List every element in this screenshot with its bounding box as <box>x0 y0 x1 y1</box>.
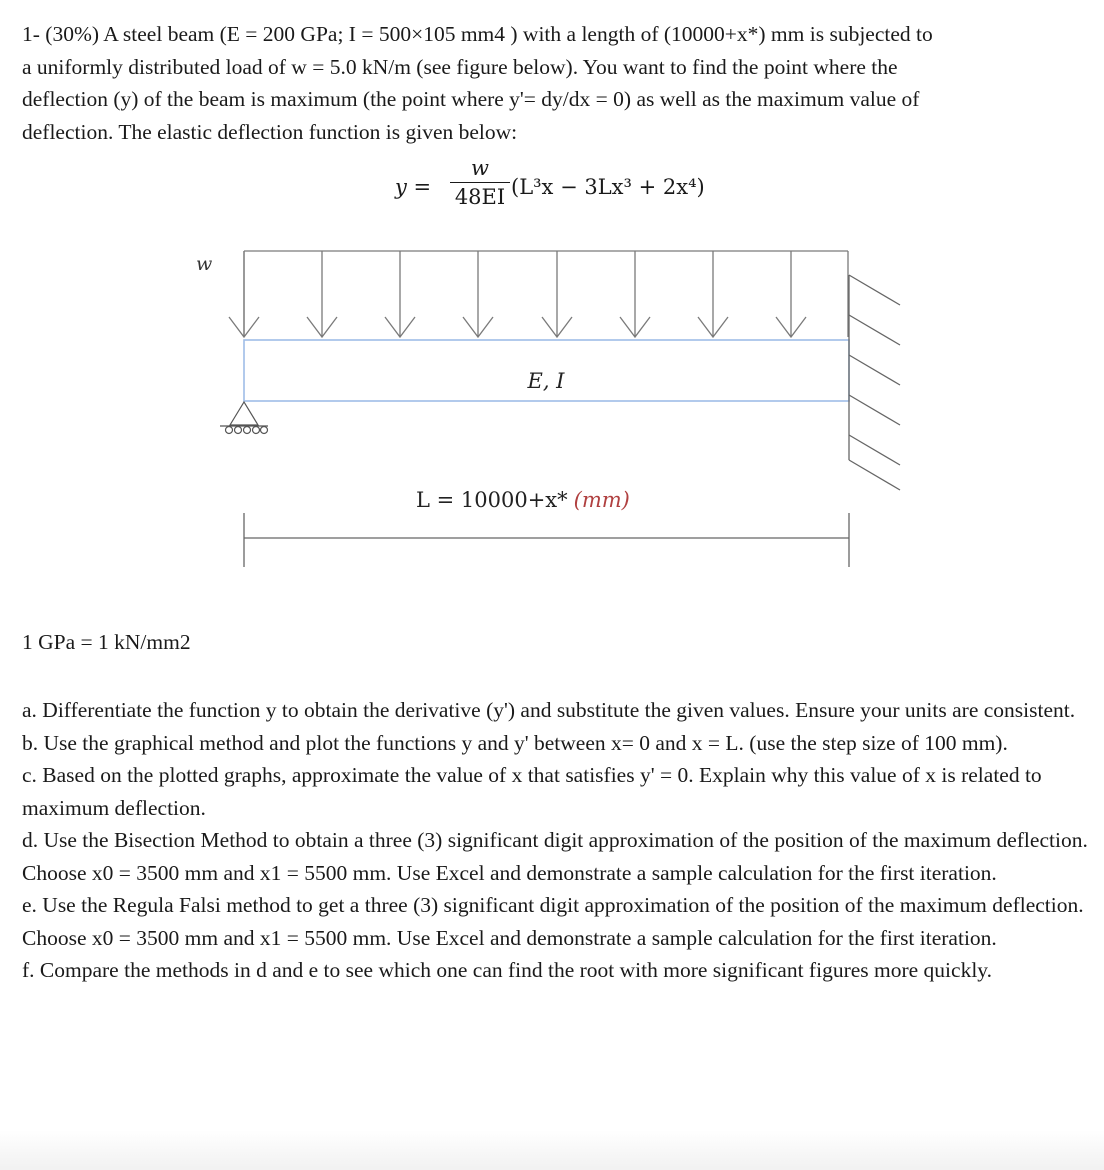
distributed-load <box>244 251 848 337</box>
formula-denominator: 48EI <box>454 185 506 209</box>
problem-line-1: 1- (30%) A steel beam (E = 200 GPa; I = 500×105 mm4 ) with a length of (10000+x*) mm is subjected to <box>22 22 933 46</box>
length-label-text: L = 10000+x* <box>416 488 568 512</box>
length-label <box>416 488 630 512</box>
question-f: f. Compare the methods in d and e to see which one can find the root with more significant figures more quickly. <box>22 958 993 982</box>
problem-line-4: deflection. The elastic deflection function is given below: <box>22 119 518 144</box>
question-list <box>22 694 1092 987</box>
question-b: b. Use the graphical method and plot the functions y and y' between x= 0 and x = L. (use the step size of 100 mm). <box>22 730 1008 755</box>
problem-line-3: deflection (y) of the beam is maximum (the point where y'= dy/dx = 0) as well as the maximum value of <box>22 87 920 111</box>
question-c: c. Based on the plotted graphs, approximate the value of x that satisfies y' = 0. Explain why this value of x is related to maximum deflection. <box>22 763 1042 820</box>
question-a: a. Differentiate the function y to obtain the derivative (y') and substitute the given values. Ensure your units are consistent. <box>22 698 1076 722</box>
load-arrows <box>229 251 806 337</box>
bottom-fade <box>0 1130 1104 1170</box>
question-e: e. Use the Regula Falsi method to get a three (3) significant digit approximation of the position of the maximum deflection. Choose x0 = 3500 mm and x1 = 5500 mm. Use Excel and demonstrate a sample calculation for the first iteration. <box>22 893 1084 950</box>
length-unit: (mm) <box>573 488 630 512</box>
unit-conversion-note: 1 GPa = 1 kN/mm2 <box>22 630 191 654</box>
formula-rhs: (L³x − 3Lx³ + 2x⁴) <box>511 175 705 199</box>
formula-lhs: y = <box>395 175 432 199</box>
length-dimension-line <box>244 513 849 567</box>
roller-support <box>220 402 268 434</box>
deflection-formula <box>395 155 775 215</box>
load-label: w <box>196 253 213 275</box>
problem-statement <box>22 18 1092 148</box>
question-d: d. Use the Bisection Method to obtain a three (3) significant digit approximation of the position of the maximum deflection. Choose x0 = 3500 mm and x1 = 5500 mm. Use Excel and demonstrate a sample calculation for the first iteration. <box>22 828 1088 885</box>
formula-fraction <box>450 155 510 211</box>
fixed-wall-support <box>849 275 900 490</box>
beam-diagram <box>0 230 1104 610</box>
section-label: E, I <box>527 369 565 393</box>
problem-line-2: a uniformly distributed load of w = 5.0 kN/m (see figure below). You want to find the point where the <box>22 54 898 79</box>
formula-numerator: w <box>471 156 489 180</box>
